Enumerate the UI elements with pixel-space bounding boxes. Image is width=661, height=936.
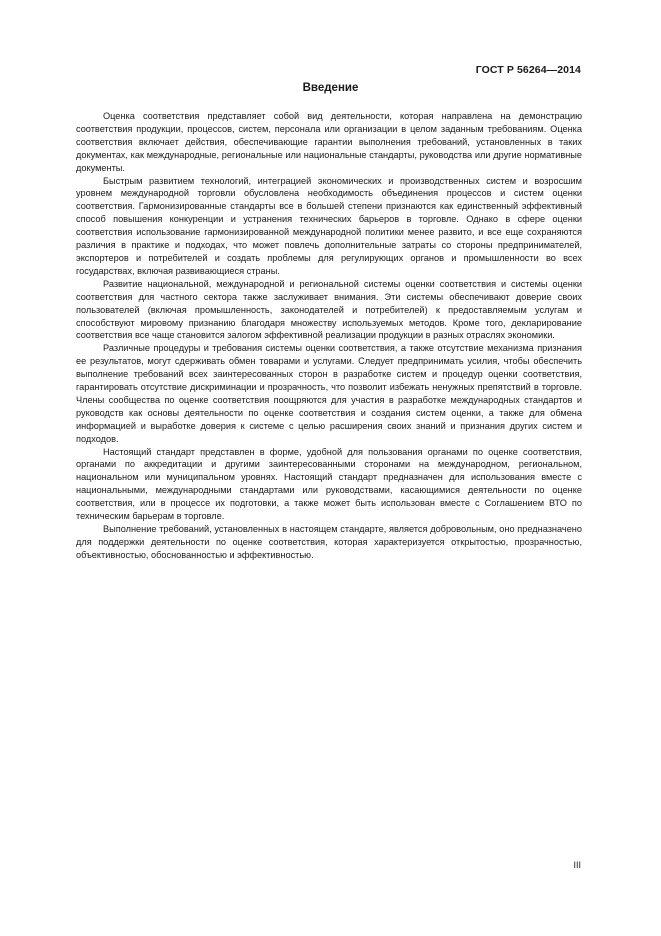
paragraph: Развитие национальной, международной и региональной системы оценки соответствия и системы оценки соответствия для частного сектора также заслуживает внимания. Эти системы обеспечивают доверие своих пользователей (включая промышленность, законодателей и потребителей) к предоставляемым услугам и способствуют мировому признанию благодаря множеству используемых методов. Кроме того, декларирование соответствия все чаще становится залогом эффективной реализации продукции в разных отраслях экономики.: [76, 278, 582, 341]
paragraph: Выполнение требований, установленных в настоящем стандарте, является добровольным, оно предназначено для поддержки деятельности по оценке соответствия, которая характеризуется открытостью, прозрачностью, объективностью, обоснованностью и эффективностью.: [76, 524, 582, 560]
paragraph: Оценка соответствия представляет собой вид деятельности, которая направлена на демонстрацию соответствия продукции, процессов, систем, персонала или организации в целом заданным требованиям. Оценка соответствия включает действия, обеспечивающие гарантии выполнения требований, установленных в таких документах, как международные, региональные или национальные стандарты, руководства или другие нормативные документы.: [76, 111, 582, 173]
section-title: Введение: [302, 82, 359, 94]
document-code: ГОСТ Р 56264—2014: [475, 64, 581, 76]
paragraph: Быстрым развитием технологий, интеграцией экономических и производственных систем и возросшим уровнем международной торговли обусловлена необходимость объединения процессов и систем оценки соответствия. Гармонизированные стандарты все в большей степени признаются как единственный эффективный способ повышения конкуренции и устранения технических барьеров в торговле. Однако в сфере оценки соответствия использование гармонизированной международной политики менее развито, и все еще сохраняются различия в практике и подходах, что может повлечь дополнительные затраты со стороны предпринимателей, экспортеров и потребителей и создать проблемы для регулирующих органов и промышленности во всех государствах, включая развивающиеся страны.: [76, 175, 582, 276]
body-text: [76, 110, 582, 562]
page-number: III: [573, 860, 581, 870]
paragraph: Различные процедуры и требования системы оценки соответствия, а также отсутствие механизма признания ее результатов, могут сдерживать обмен товарами и услугами. Следует предпринимать усилия, чтобы обеспечить выполнение требований всех заинтересованных сторон в разработке систем и процедур оценки соответствия, гарантировать отсутствие дискриминации и прозрачность, что позволит избежать ненужных препятствий в торговле. Члены сообщества по оценке соответствия поощряются для участия в разработке международных стандартов и руководств как основы деятельности по оценке соответствия и создания систем оценки, а также для обмена информацией и выработке доверия к системе с целью расширения своих знаний и признания других систем и подходов.: [76, 343, 582, 444]
paragraph: Настоящий стандарт представлен в форме, удобной для пользования органами по оценке соответствия, органами по аккредитации и другими заинтересованными сторонами на международном, региональном, национальном или муниципальном уровнях. Настоящий стандарт предназначен для использования вместе с национальными, международными стандартами или руководствами, касающимися деятельности по оценке соответствия, или в процессе их подготовки, а также может быть использован вместе с Соглашением ВТО по техническим барьерам в торговле.: [76, 446, 582, 522]
